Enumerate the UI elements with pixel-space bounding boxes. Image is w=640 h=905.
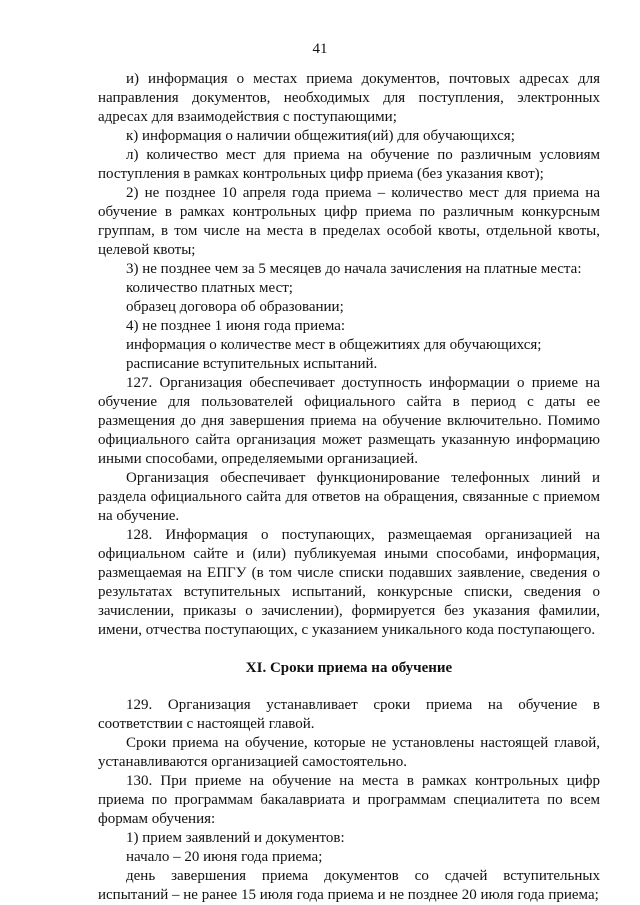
- paragraph-paid-places-count: количество платных мест;: [126, 280, 293, 296]
- paragraph-item-2: 2) не позднее 10 апреля года приема – количество мест для приема на обучение в рамках контрольных цифр приема по различным конкурсным группам, в том числе на места в пределах особой квоты, отдельной квоты, целевой квоты;: [98, 185, 600, 258]
- section-title: XI. Сроки приема на обучение: [245, 660, 453, 676]
- paragraph-item-3: 3) не позднее чем за 5 месяцев до начала зачисления на платные места:: [126, 261, 582, 277]
- paragraph-phone-lines: Организация обеспечивает функционирование телефонных линий и раздела официального сайта для ответов на обращения, связанные с приемом на обучение.: [98, 470, 600, 524]
- paragraph-start-date: начало – 20 июня года приема;: [126, 849, 323, 865]
- paragraph-end-date: день завершения приема документов со сдачей вступительных испытаний – не ранее 15 июля года приема и не позднее 20 июля года приема;: [98, 868, 600, 903]
- paragraph-contract-sample: образец договора об образовании;: [126, 299, 344, 315]
- paragraph-item-i: и) информация о местах приема документов, почтовых адресах для направления документов, необходимых для поступления, электронных адресах для взаимодействия с поступающими;: [98, 71, 600, 125]
- paragraph-127: 127. Организация обеспечивает доступность информации о приеме на обучение для пользователей официального сайта в период с даты ее размещения до дня завершения приема на обучение включительно. Помимо официального сайта организация может размещать указанную информацию иными способами, определяемыми организацией.: [98, 375, 600, 467]
- paragraph-130-item-1: 1) прием заявлений и документов:: [126, 830, 345, 846]
- paragraph-item-l: л) количество мест для приема на обучение по различным условиям поступления в рамках контрольных цифр приема (без указания квот);: [98, 147, 600, 182]
- paragraph-129: 129. Организация устанавливает сроки приема на обучение в соответствии с настоящей главой.: [98, 697, 600, 732]
- paragraph-item-k: к) информация о наличии общежития(ий) для обучающихся;: [126, 128, 515, 144]
- paragraph-130: 130. При приеме на обучение на места в рамках контрольных цифр приема по программам бакалавриата и программам специалитета по всем формам обучения:: [98, 773, 600, 827]
- document-body: [98, 70, 600, 905]
- paragraph-128: 128. Информация о поступающих, размещаемая организацией на официальном сайте и (или) публикуемая иными способами, информация, размещаемая на ЕПГУ (в том числе списки подавших заявление, сведения о результатах вступительных испытаний, конкурсные списки, сведения о зачислении, приказы о зачислении), формируется без указания фамилии, имени, отчества поступающих, с указанием уникального кода поступающего.: [98, 527, 600, 638]
- paragraph-dormitory-info: информация о количестве мест в общежитиях для обучающихся;: [126, 337, 542, 353]
- paragraph-exam-schedule: расписание вступительных испытаний.: [126, 356, 378, 372]
- paragraph-deadlines-self: Сроки приема на обучение, которые не установлены настоящей главой, устанавливаются организацией самостоятельно.: [98, 735, 600, 770]
- paragraph-item-4: 4) не позднее 1 июня года приема:: [126, 318, 346, 334]
- page-number: 41: [312, 41, 328, 57]
